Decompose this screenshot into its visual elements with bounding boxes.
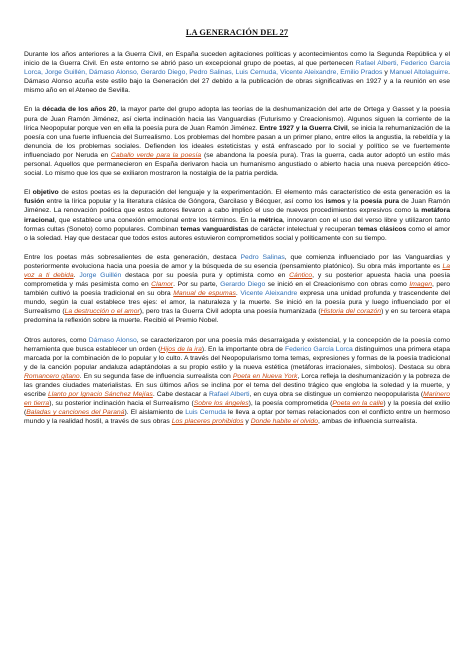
text-segment: ) y la poesía del exilio ( [24, 400, 451, 417]
work-title: Los placeres prohibidos [171, 418, 244, 426]
work-title: Manual de espumas [173, 290, 236, 298]
text-segment: . Por su parte, [173, 281, 221, 289]
work-title: La voz a ti debida [24, 262, 450, 279]
text-segment: ). En la importante obra de [201, 345, 285, 353]
bold-term: Entre 1927 y la Guerra Civil [259, 124, 348, 132]
text-segment: . En su segunda fase de influencia surrealista con [79, 372, 233, 380]
bold-term: poesía pura [360, 198, 400, 206]
text-segment: se inició en el Creacionismo con obras como [265, 281, 410, 289]
text-segment: El [24, 189, 33, 197]
text-segment: , innovaron con el uso del verso libre y utilizaron tanto formas cultas (Soneto) como populares. Combinan [24, 216, 450, 233]
work-title: Clamor [151, 281, 174, 289]
bold-term: temas clásicos [357, 225, 407, 233]
text-segment: , pero también cultivó la poesía tradicional en su obra [24, 281, 450, 298]
text-segment: de carácter intelectual y recuperan [248, 225, 358, 233]
text-segment: Entre los poetas más sobresalientes de esta generación, destaca [24, 253, 241, 261]
work-title: Poeta en la calle [332, 400, 384, 408]
text-segment: entre la lírica popular y la literatura clásica de Góngora, Garcilaso y Bécquer, así como los [44, 198, 326, 206]
bold-term: objetivo [32, 189, 59, 197]
author-name: Rafael Alberti, Federico García Lorca, Jorge Guillén, Dámaso Alonso, Gerardo Diego, Pedro Salinas, Luis Cernuda, Vicente Aleixandre, Emilio Prados [24, 60, 450, 77]
author-name: Federico García Lorca [284, 345, 353, 353]
text-segment: . [73, 271, 80, 279]
bold-term: fusión [24, 198, 45, 206]
text-segment: ), la poesía comprometida ( [248, 400, 333, 408]
work-title: La destrucción o el amor [64, 308, 140, 316]
paragraph-other-authors [24, 336, 450, 427]
work-title: Sobre los ángeles [193, 400, 249, 408]
text-segment: . Dámaso Alonso acuña este estilo bajo la Generación del 27 debido a la publicación de obras significativas en 1927 y a la reunión en ese mismo año en el Ateneo de Sevilla. [24, 69, 450, 95]
author-name: Vicente Aleixandre [240, 290, 298, 298]
work-title: Imagen [409, 281, 432, 289]
author-name: Pedro Salinas [240, 253, 285, 261]
paragraph-intro [24, 50, 450, 95]
author-name: Rafael Alberti [208, 391, 250, 399]
text-segment: Otros autores, como [24, 336, 89, 344]
bold-term: década de los años 20 [42, 106, 117, 114]
text-segment: distinguimos una primera etapa marcada por la combinación de lo popular y lo culto. A través del Neopopularismo toma temas, expresiones y formas de la poesía tradicional y de la canción popular andaluza adaptándolas a su propio estilo y la nueva estética (metáforas irracionales, símbolos). Destaca su obra [24, 345, 450, 371]
text-segment: y [382, 69, 390, 77]
text-segment: . [235, 290, 241, 298]
text-segment: y [243, 418, 251, 426]
work-title: Romancero gitano [24, 372, 80, 380]
text-segment: destaca por su poesía pura y optimista como en [121, 271, 290, 279]
text-segment: le lleva a optar por temas relacionados con el conflicto entre un hermoso mundo y la realidad hostil, a través de sus obras [24, 409, 450, 426]
work-title: Hijos de la ira [160, 345, 202, 353]
work-title: Baladas y canciones del Paraná [26, 409, 125, 417]
text-segment: , la mayor parte del grupo adopta las teorías de la deshumanización del arte de Ortega y Gasset y la poesía pura de Juan Ramón Jiménez, así cierta inclinación hacia las Vanguardias (Futurismo y Creacionismo). Algunos siguen la corriente de la lírica Neopopular porque ven en ella la poesía pura de Juan Ramón Jiménez. [24, 106, 451, 132]
author-name: Jorge Guillén [79, 271, 122, 279]
text-segment: , se inicia la rehumanización de la poesía con una fuerte influencia del Surrealismo. Los problemas del hombre pasan a un primer plano, entre ellos la angustia, la rebeldía y la denuncia de los problemas sociales. Defienden los ideales esteticistas y está enfrascado por lo social y político se ve fuertemente influenciado por Neruda en [24, 124, 451, 159]
text-segment: , que establece una conexión emocional entre los términos. En la [54, 216, 259, 224]
work-title: Cántico [289, 271, 313, 279]
work-title: Donde habite el olvido [250, 418, 318, 426]
text-segment: En la [24, 106, 43, 114]
text-segment: , que comienza influenciado por las Vanguardias y posteriormente evoluciona hacia una poesía de amor y la búsqueda de su esencia (pensamiento platónico). Su obra más importante es [24, 253, 450, 270]
author-name: Dámaso Alonso [88, 336, 137, 344]
text-segment: de estos poetas es la depuración del lenguaje y la experimentación. El elemento más característico de esta generación es la [58, 189, 451, 197]
text-segment: (se abandona la poesía pura). Tras la guerra, cada autor adoptó un estilo más personal. Aquellos que permanecieron en España derivaron hacia un humanismo angustiado o abierto hacia una nueva percepción ético-social. Lo mismo que los que se exiliaron mostraron la nostalgia de la patria perdida. [24, 151, 451, 178]
text-segment: ), pero tras la Guerra Civil adopta una poesía humanizada ( [139, 308, 321, 316]
work-title: Llanto por Ignacio Sánchez Mejías [47, 391, 153, 399]
paragraph-objective [24, 188, 450, 243]
text-segment: , en cuya obra se distingue un comienzo neopopularista ( [249, 391, 424, 399]
document-page [24, 28, 450, 436]
author-name: Luis Cernuda [185, 409, 226, 417]
text-segment: ). El aislamiento de [124, 409, 186, 417]
text-segment: Durante los años anteriores a la Guerra Civil, en España suceden agitaciones políticas y acontecimientos como la Segunda República y el inicio de la Guerra Civil. En este entorno se abrió paso un excepcional grupo de poetas, al que pertenecen [24, 51, 450, 68]
bold-term: metáfora irracional [24, 207, 450, 224]
bold-term: ismos [325, 198, 346, 206]
author-name: Gerardo Diego [220, 281, 266, 289]
work-title: Marinero en tierra [24, 391, 450, 408]
work-title: Caballo verde para la poesía [110, 151, 202, 159]
text-segment: ), su posterior inclinación hacia el Surrealismo ( [49, 400, 194, 408]
paragraph-context [24, 105, 450, 178]
text-segment: . Cabe destacar a [152, 391, 209, 399]
paragraph-poets [24, 253, 450, 326]
text-segment: , y su posterior apuesta hacia una poesía comprometida y más pesimista como en [24, 271, 450, 289]
text-segment: , Lorca refleja la deshumanización y la pobreza de las grandes ciudades materialistas. En sus últimos años se inclina por el tema del destino trágico que engloba la soledad y la muerte, y escribe [24, 372, 450, 399]
work-title: Historia del corazón [320, 308, 382, 316]
text-segment: , ambas de influencia surrealista. [317, 418, 418, 426]
bold-term: temas vanguardistas [180, 225, 249, 233]
document-title: LA GENERACIÓN DEL 27 [185, 28, 289, 37]
bold-term: métrica [258, 216, 283, 224]
text-segment: , se caracterizaron por una poesía más desarraigada y existencial, y la concepción de la poesía como herramienta que busca establecer un orden ( [24, 336, 450, 353]
text-segment: de Juan Ramón Jiménez. La renovación poética que estos autores llevaron a cabo implicó el uso de nuevos procedimientos expresivos como la [24, 198, 451, 215]
author-name: Manuel Altolaguirre [389, 69, 449, 77]
work-title: Poeta en Nueva York [232, 372, 298, 380]
text-segment: ) y en su tercera etapa predomina la reflexión sobre la muerte. Recibió el Premio Nobel. [24, 308, 450, 325]
text-segment: y la [345, 198, 361, 206]
text-segment: como el amor o la soledad. Hay que destacar que todos estos autores estuvieron comprometidos social y políticamente con su tiempo. [24, 225, 450, 242]
text-segment: expresa una unidad profunda y trascendente del mundo, según la cual establece tres ejes: el amor, la naturaleza y la muerte. Se inició en la poesía pura y luego influenciado por el Surrealismo ( [24, 290, 451, 316]
